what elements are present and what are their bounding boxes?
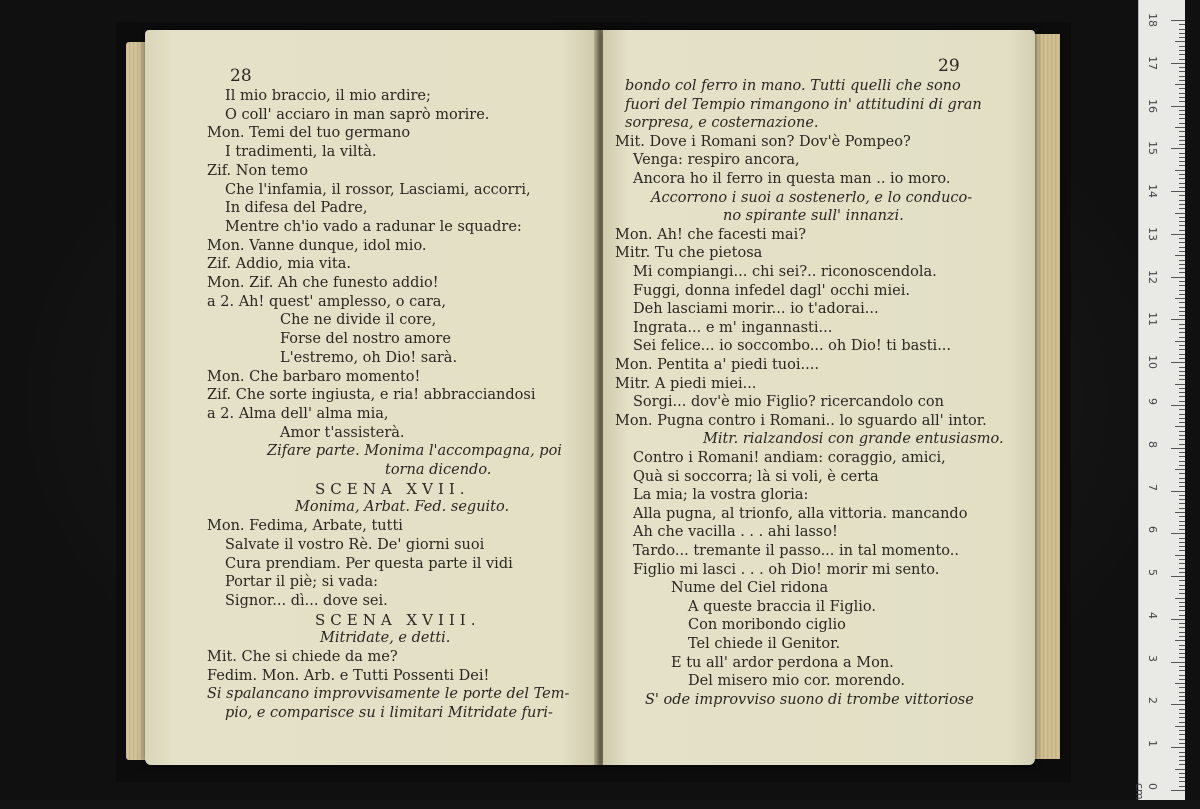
ruler-label: 16	[1146, 98, 1159, 113]
ruler-tick	[1179, 204, 1185, 205]
text-line: a 2. Alma dell' alma mia,	[207, 405, 389, 422]
ruler-tick	[1179, 623, 1185, 624]
ruler-tick	[1179, 452, 1185, 453]
text-line: bondo col ferro in mano. Tutti quelli che sono	[625, 78, 961, 94]
ruler-tick	[1179, 482, 1185, 483]
text-line: Portar il piè; si vada:	[225, 574, 379, 591]
ruler-label: 7	[1146, 483, 1159, 491]
text-line: Signor... dì... dove sei.	[225, 592, 388, 609]
ruler-tick	[1179, 302, 1185, 303]
text-line: Venga: respiro ancora,	[633, 152, 800, 169]
ruler-tick	[1179, 418, 1185, 419]
ruler-tick	[1179, 627, 1185, 628]
ruler-label: 12	[1146, 269, 1159, 284]
ruler-tick	[1179, 379, 1185, 380]
text-line: O coll' acciaro in man saprò morire.	[225, 106, 490, 123]
text-line: E tu all' ardor perdona a Mon.	[671, 654, 894, 671]
ruler-tick	[1179, 414, 1185, 415]
ruler-tick	[1179, 208, 1185, 209]
ruler-tick	[1179, 392, 1185, 393]
ruler-tick	[1179, 657, 1185, 658]
ruler-tick	[1171, 576, 1185, 577]
ruler-tick	[1179, 542, 1185, 543]
ruler-tick	[1179, 328, 1185, 329]
ruler-tick	[1179, 696, 1185, 697]
ruler-label: 8	[1146, 440, 1159, 448]
right-page-edges	[1032, 34, 1060, 759]
ruler-tick	[1179, 525, 1185, 526]
ruler-label: 3	[1146, 654, 1159, 662]
text-line: a 2. Ah! quest' amplesso, o cara,	[207, 293, 447, 310]
text-line: Mitr. rialzandosi con grande entusiasmo.	[703, 431, 1004, 448]
text-line: Mi compiangi... chi sei?.. riconoscendola.	[633, 264, 937, 280]
text-line: Nume del Ciel ridona	[671, 580, 829, 597]
left-page-number: 28	[230, 66, 252, 86]
ruler-tick	[1179, 435, 1185, 436]
right-page-number: 29	[938, 56, 960, 76]
ruler-tick	[1171, 319, 1185, 320]
ruler-tick	[1179, 431, 1185, 432]
ruler-tick	[1179, 499, 1185, 500]
ruler-tick	[1179, 110, 1185, 111]
text-line: sorpresa, e costernazione.	[625, 115, 819, 132]
ruler-tick	[1179, 59, 1185, 60]
ruler-tick	[1179, 666, 1185, 667]
ruler-tick	[1179, 777, 1185, 778]
ruler-tick	[1179, 687, 1185, 688]
text-line: A queste braccia il Figlio.	[688, 598, 876, 615]
ruler-tick	[1171, 448, 1185, 449]
ruler-tick	[1179, 568, 1185, 569]
ruler-tick	[1179, 722, 1185, 723]
ruler-tick	[1179, 24, 1185, 25]
text-line: no spirante sull' innanzi.	[723, 208, 904, 225]
ruler-tick	[1179, 422, 1185, 423]
text-line: Mon. Ah! che facesti mai?	[615, 226, 807, 243]
ruler-label: 15	[1146, 141, 1159, 156]
ruler-tick	[1175, 640, 1185, 641]
ruler-tick	[1179, 444, 1185, 445]
text-line: Mit. Dove i Romani son? Dov'è Pompeo?	[615, 133, 911, 150]
text-line: Fuggi, donna infedel dagl' occhi miei.	[633, 282, 911, 299]
ruler-tick	[1179, 221, 1185, 222]
ruler-tick	[1179, 730, 1185, 731]
ruler-tick	[1179, 786, 1185, 787]
ruler-tick	[1179, 653, 1185, 654]
ruler-tick	[1179, 225, 1185, 226]
ruler-tick	[1179, 606, 1185, 607]
ruler-tick	[1179, 550, 1185, 551]
ruler-tick	[1179, 409, 1185, 410]
text-line: Mitridate, e detti.	[320, 630, 451, 647]
ruler-tick	[1175, 683, 1185, 684]
ruler-tick	[1179, 260, 1185, 261]
text-line: Mon. Vanne dunque, idol mio.	[207, 237, 427, 254]
text-line: Mit. Che si chiede da me?	[207, 649, 398, 665]
ruler-tick	[1179, 46, 1185, 47]
ruler-tick	[1179, 315, 1185, 316]
ruler-tick	[1179, 183, 1185, 184]
ruler-tick	[1179, 465, 1185, 466]
ruler-tick	[1179, 456, 1185, 457]
text-line: Zif. Addio, mia vita.	[207, 256, 351, 273]
ruler-label: 2	[1146, 697, 1159, 705]
text-line: Che l'infamia, il rossor, Lasciami, accorri,	[225, 181, 531, 198]
ruler-label: 17	[1146, 55, 1159, 70]
text-line: Mentre ch'io vado a radunar le squadre:	[225, 218, 522, 235]
ruler-tick	[1175, 84, 1185, 85]
ruler-tick	[1179, 546, 1185, 547]
right-page-text	[603, 30, 1035, 765]
ruler-tick	[1179, 187, 1185, 188]
left-page-text	[145, 30, 597, 765]
ruler-label: 11	[1146, 312, 1159, 327]
text-line: Salvate il vostro Rè. De' giorni suoi	[225, 536, 485, 553]
ruler-tick	[1179, 358, 1185, 359]
ruler-tick	[1179, 200, 1185, 201]
ruler-tick	[1179, 71, 1185, 72]
ruler-tick	[1179, 580, 1185, 581]
ruler-tick	[1179, 153, 1185, 154]
text-line: pio, e comparisce su i limitari Mitridate furi-	[225, 705, 553, 722]
text-line: L'estremo, oh Dio! sarà.	[280, 349, 458, 366]
ruler-tick	[1179, 76, 1185, 77]
text-line: Ingrata... e m' ingannasti...	[633, 319, 833, 336]
ruler-tick	[1171, 662, 1185, 663]
ruler-tick	[1179, 764, 1185, 765]
ruler-tick	[1179, 478, 1185, 479]
text-line: Deh lasciami morir... io t'adorai...	[633, 301, 879, 318]
ruler-tick	[1179, 521, 1185, 522]
ruler-tick	[1179, 773, 1185, 774]
text-line: Amor t'assisterà.	[280, 424, 405, 441]
ruler-tick	[1179, 157, 1185, 158]
ruler-tick	[1171, 533, 1185, 534]
text-line: Tel chiede il Genitor.	[688, 636, 841, 652]
ruler-tick	[1179, 264, 1185, 265]
ruler-tick	[1179, 131, 1185, 132]
text-line: S' ode improvviso suono di trombe vittoriose	[645, 691, 974, 708]
ruler-tick	[1179, 559, 1185, 560]
ruler-tick	[1179, 281, 1185, 282]
ruler-tick	[1179, 93, 1185, 94]
text-line: Figlio mi lasci . . . oh Dio! morir mi sento.	[633, 561, 940, 578]
ruler-tick	[1179, 503, 1185, 504]
text-line: Mitr. Tu che pietosa	[615, 245, 763, 262]
ruler-label: 18	[1146, 13, 1159, 27]
ruler-tick	[1179, 572, 1185, 573]
ruler-tick	[1179, 734, 1185, 735]
ruler-tick	[1179, 516, 1185, 517]
text-line: Mon. Zif. Ah che funesto addio!	[207, 275, 439, 291]
ruler-tick	[1179, 401, 1185, 402]
ruler-label: 10	[1146, 355, 1159, 370]
ruler-tick	[1179, 345, 1185, 346]
ruler-tick	[1171, 191, 1185, 192]
text-line: Mon. Fedima, Arbate, tutti	[207, 518, 403, 535]
ruler-tick	[1179, 67, 1185, 68]
text-line: Contro i Romani! andiam: coraggio, amici,	[633, 450, 946, 466]
ruler-tick	[1179, 307, 1185, 308]
ruler-tick	[1179, 242, 1185, 243]
ruler-tick	[1171, 747, 1185, 748]
ruler-label: 0 cm	[1133, 783, 1159, 800]
ruler-label: 9	[1146, 398, 1159, 405]
text-line: SCENA XVIII.	[315, 610, 481, 629]
text-line: Del misero mio cor. morendo.	[688, 673, 905, 690]
ruler-tick	[1179, 88, 1185, 89]
ruler-tick	[1179, 285, 1185, 286]
text-line: La mia; la vostra gloria:	[633, 487, 809, 504]
ruler-tick	[1179, 290, 1185, 291]
ruler-tick	[1175, 341, 1185, 342]
ruler-tick	[1179, 645, 1185, 646]
ruler-tick	[1171, 63, 1185, 64]
ruler-tick	[1179, 752, 1185, 753]
ruler-label: 6	[1146, 526, 1159, 534]
ruler-tick	[1179, 294, 1185, 295]
ruler-tick	[1179, 144, 1185, 145]
ruler-tick	[1175, 255, 1185, 256]
ruler-tick	[1171, 106, 1185, 107]
ruler-tick	[1175, 426, 1185, 427]
ruler-tick	[1179, 495, 1185, 496]
ruler-tick	[1179, 238, 1185, 239]
text-line: Cura prendiam. Per questa parte il vidi	[225, 555, 513, 572]
text-line: Mon. Temi del tuo germano	[207, 125, 411, 142]
ruler-tick	[1179, 739, 1185, 740]
text-line: Mitr. A piedi miei...	[615, 375, 757, 392]
ruler-tick	[1179, 396, 1185, 397]
ruler-label: 4	[1146, 611, 1159, 619]
ruler-tick	[1171, 20, 1185, 21]
ruler-tick	[1171, 148, 1185, 149]
text-line: Che ne divide il core,	[280, 312, 437, 329]
text-line: fuori del Tempio rimangono in' attitudini di gran	[625, 96, 982, 113]
text-line: Zif. Che sorte ingiusta, e ria! abbracciandosi	[207, 387, 536, 404]
ruler-tick	[1175, 298, 1185, 299]
ruler-tick	[1179, 118, 1185, 119]
text-line: Zif. Non temo	[207, 162, 309, 179]
ruler-tick	[1175, 41, 1185, 42]
text-line: Ancora ho il ferro in questa man .. io moro.	[633, 171, 951, 187]
ruler-tick	[1175, 726, 1185, 727]
ruler-tick	[1179, 367, 1185, 368]
ruler-tick	[1179, 713, 1185, 714]
ruler-tick	[1179, 114, 1185, 115]
ruler-tick	[1179, 649, 1185, 650]
ruler-tick	[1179, 589, 1185, 590]
ruler-tick	[1179, 123, 1185, 124]
text-line: Ah che vacilla . . . ahi lasso!	[633, 524, 838, 541]
ruler-tick	[1175, 384, 1185, 385]
ruler-label: 1	[1146, 740, 1159, 748]
ruler-tick	[1175, 213, 1185, 214]
ruler-tick	[1179, 508, 1185, 509]
ruler-tick	[1179, 165, 1185, 166]
text-line: Mon. Che barbaro momento!	[207, 368, 421, 385]
ruler-tick	[1179, 375, 1185, 376]
ruler-tick	[1179, 272, 1185, 273]
text-line: Mon. Pugna contro i Romani.. lo sguardo all' intor.	[615, 412, 987, 429]
ruler-tick	[1179, 563, 1185, 564]
ruler-tick	[1175, 127, 1185, 128]
text-line: torna dicendo.	[385, 462, 492, 478]
ruler-tick	[1179, 670, 1185, 671]
ruler-tick	[1179, 268, 1185, 269]
left-page	[145, 30, 597, 765]
ruler-tick	[1179, 324, 1185, 325]
ruler-tick	[1179, 675, 1185, 676]
ruler-tick	[1171, 362, 1185, 363]
ruler-tick	[1179, 486, 1185, 487]
ruler-tick	[1179, 461, 1185, 462]
measurement-ruler	[1133, 0, 1185, 800]
ruler-tick	[1179, 632, 1185, 633]
ruler-tick	[1179, 743, 1185, 744]
ruler-tick	[1175, 769, 1185, 770]
ruler-tick	[1179, 101, 1185, 102]
ruler-tick	[1175, 555, 1185, 556]
ruler-tick	[1179, 354, 1185, 355]
ruler-tick	[1179, 136, 1185, 137]
text-line: Il mio braccio, il mio ardire;	[225, 88, 431, 104]
right-page	[603, 30, 1035, 765]
ruler-tick	[1179, 756, 1185, 757]
ruler-tick	[1179, 473, 1185, 474]
ruler-label: 5	[1146, 569, 1159, 577]
ruler-tick	[1179, 538, 1185, 539]
ruler-tick	[1179, 33, 1185, 34]
ruler-tick	[1171, 619, 1185, 620]
ruler-tick	[1175, 469, 1185, 470]
ruler-tick	[1179, 602, 1185, 603]
ruler-tick	[1171, 405, 1185, 406]
ruler-tick	[1179, 529, 1185, 530]
ruler-tick	[1179, 717, 1185, 718]
text-line: I tradimenti, la viltà.	[225, 144, 377, 161]
text-line: In difesa del Padre,	[225, 200, 368, 217]
ruler-tick	[1179, 97, 1185, 98]
ruler-tick	[1175, 170, 1185, 171]
ruler-tick	[1179, 679, 1185, 680]
ruler-tick	[1179, 50, 1185, 51]
ruler-tick	[1179, 781, 1185, 782]
ruler-tick	[1179, 709, 1185, 710]
ruler-tick	[1179, 54, 1185, 55]
ruler-tick	[1175, 512, 1185, 513]
ruler-tick	[1179, 349, 1185, 350]
ruler-tick	[1179, 615, 1185, 616]
ruler-tick	[1179, 692, 1185, 693]
text-line: Zifare parte. Monima l'accompagna, poi	[267, 443, 562, 460]
text-line: SCENA XVII.	[315, 479, 470, 498]
ruler-tick	[1179, 174, 1185, 175]
text-line: Alla pugna, al trionfo, alla vittoria. mancando	[633, 505, 968, 522]
text-line: Mon. Pentita a' piedi tuoi....	[615, 357, 819, 373]
ruler-tick	[1179, 230, 1185, 231]
ruler-tick	[1179, 140, 1185, 141]
ruler-tick	[1179, 439, 1185, 440]
ruler-tick	[1179, 247, 1185, 248]
ruler-tick	[1179, 29, 1185, 30]
text-line: Tardo... tremante il passo... in tal momento..	[633, 543, 959, 559]
ruler-tick	[1179, 311, 1185, 312]
ruler-tick	[1179, 161, 1185, 162]
text-line: Sei felice... io soccombo... oh Dio! ti basti...	[633, 338, 952, 355]
ruler-tick	[1179, 610, 1185, 611]
ruler-tick	[1175, 598, 1185, 599]
ruler-tick	[1171, 491, 1185, 492]
text-line: Sorgi... dov'è mio Figlio? ricercandolo con	[633, 394, 944, 411]
ruler-label: 14	[1146, 184, 1159, 199]
ruler-tick	[1171, 234, 1185, 235]
text-line: Accorrono i suoi a sostenerlo, e lo conduco-	[651, 189, 973, 206]
text-line: Si spalancano improvvisamente le porte del Tem-	[207, 686, 570, 703]
ruler-tick	[1179, 37, 1185, 38]
text-line: Monima, Arbat. Fed. seguito.	[295, 499, 510, 516]
ruler-tick	[1179, 332, 1185, 333]
ruler-tick	[1179, 217, 1185, 218]
ruler-tick	[1179, 760, 1185, 761]
ruler-tick	[1171, 277, 1185, 278]
ruler-label: 13	[1146, 226, 1159, 241]
ruler-tick	[1179, 371, 1185, 372]
ruler-tick	[1179, 593, 1185, 594]
ruler-tick	[1179, 585, 1185, 586]
ruler-tick	[1179, 178, 1185, 179]
ruler-tick	[1179, 636, 1185, 637]
text-line: Con moribondo ciglio	[688, 617, 846, 634]
text-line: Fedim. Mon. Arb. e Tutti Possenti Dei!	[207, 667, 490, 684]
ruler-tick	[1179, 195, 1185, 196]
ruler-tick	[1171, 704, 1185, 705]
ruler-tick	[1179, 337, 1185, 338]
ruler-tick	[1179, 388, 1185, 389]
text-line: Forse del nostro amore	[280, 331, 451, 348]
ruler-tick	[1179, 80, 1185, 81]
text-line: Quà si soccorra; là si voli, è certa	[633, 468, 879, 485]
ruler-tick	[1179, 700, 1185, 701]
ruler-tick	[1171, 790, 1185, 791]
ruler-tick	[1179, 251, 1185, 252]
